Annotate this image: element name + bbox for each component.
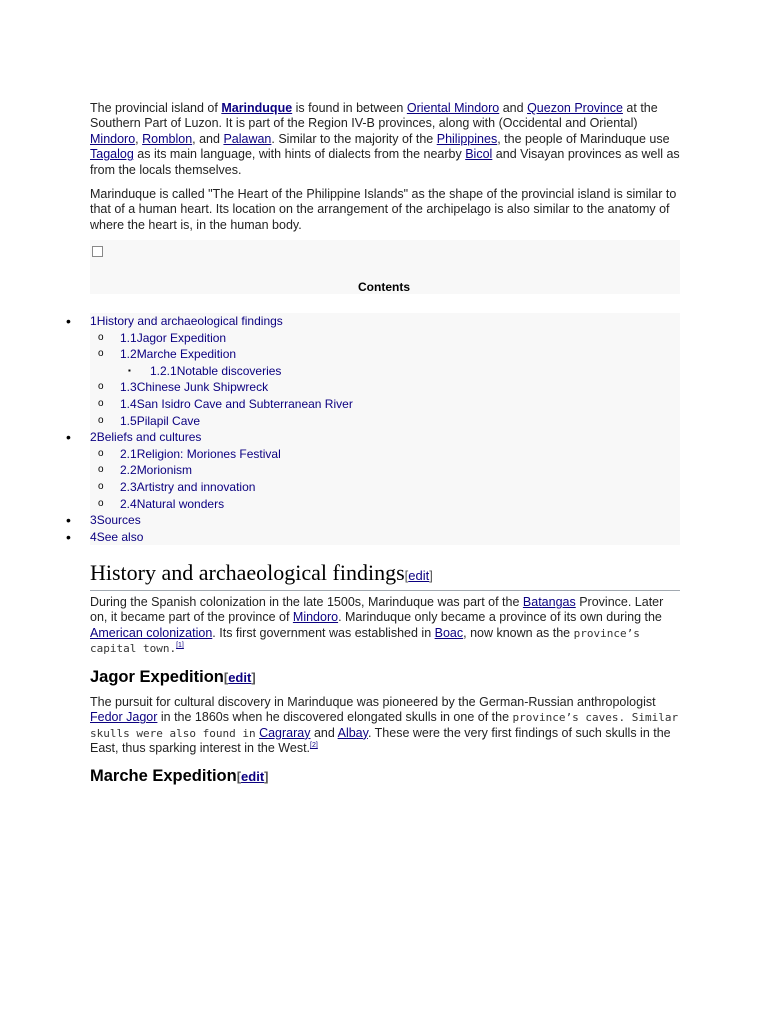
bullet-icon: ▪ xyxy=(128,365,131,375)
link-philippines[interactable]: Philippines xyxy=(436,131,498,146)
link-american-colonization[interactable]: American colonization xyxy=(90,625,213,640)
heading-text: Marche Expedition xyxy=(90,767,237,785)
bullet-icon: • xyxy=(66,512,71,529)
link-romblon[interactable]: Romblon xyxy=(142,131,193,146)
link-mindoro-2[interactable]: Mindoro xyxy=(292,610,339,625)
bullet-icon: o xyxy=(98,414,104,426)
bracket: [ xyxy=(404,568,409,583)
edit-section-link: [edit] xyxy=(223,670,256,685)
toc-item-number: 2.3 xyxy=(120,479,137,494)
toc-item-label[interactable]: Religion: Moriones Festival xyxy=(136,446,281,461)
edit-section-link: [edit] xyxy=(236,769,269,784)
toc-item-label[interactable]: Morionism xyxy=(136,463,193,478)
text: in the 1860s when he discovered elongated skulls in one of the xyxy=(157,710,513,725)
toc-item[interactable] xyxy=(90,446,680,463)
toc-item[interactable] xyxy=(90,396,680,413)
text: . Similar to the majority of the xyxy=(271,131,437,146)
text: . Its first government was established in xyxy=(212,625,435,640)
text: at the Southern Part of Luzon. It is part of the Region IV-B provinces, along with (Occidental and Oriental) xyxy=(90,101,658,131)
toc-item-label[interactable]: San Isidro Cave and Subterranean River xyxy=(136,396,353,411)
toc-item-number: 2 xyxy=(90,430,97,445)
link-bicol[interactable]: Bicol xyxy=(465,147,493,162)
link-palawan[interactable]: Palawan xyxy=(223,131,272,146)
text: , xyxy=(135,131,143,146)
toc-item[interactable] xyxy=(90,479,680,496)
edit-link[interactable]: edit xyxy=(241,769,265,784)
text: , the people of Marinduque use xyxy=(497,131,670,146)
toc-item-label[interactable]: Jagor Expedition xyxy=(136,330,227,345)
text: province’s caves. Similar skulls were also found in xyxy=(90,711,679,740)
toc-toggle-checkbox[interactable] xyxy=(92,246,103,257)
toc-item-label[interactable]: Marche Expedition xyxy=(136,347,237,362)
reference-1[interactable]: [1] xyxy=(176,642,184,650)
text: as its main language, with hints of dialects from the nearby xyxy=(133,147,466,162)
toc-item-label[interactable]: Natural wonders xyxy=(136,496,225,511)
toc-item-number: 1.3 xyxy=(120,380,137,395)
toc-title: Contents xyxy=(358,280,410,294)
section-heading-jagor xyxy=(90,667,256,688)
bullet-icon: o xyxy=(98,331,104,343)
toc-item[interactable] xyxy=(90,379,680,396)
text: , and xyxy=(192,131,224,146)
bullet-icon: o xyxy=(98,447,104,459)
toc-item-label[interactable]: Beliefs and cultures xyxy=(96,430,202,445)
toc-item-label[interactable]: Sources xyxy=(96,513,141,528)
link-quezon-province[interactable]: Quezon Province xyxy=(527,101,623,115)
toc-item-number: 1 xyxy=(90,314,97,328)
link-albay[interactable]: Albay xyxy=(337,725,368,740)
text: and xyxy=(499,101,528,115)
toc-item-number: 2.4 xyxy=(120,496,137,511)
text: , now known as the xyxy=(463,625,574,640)
bullet-icon: o xyxy=(98,348,104,360)
toc-item-number: 2.1 xyxy=(120,446,137,461)
text: The provincial island of xyxy=(90,101,222,115)
bullet-icon: • xyxy=(66,313,71,329)
toc-item-label[interactable]: History and archaeological findings xyxy=(96,314,283,328)
intro-paragraph-1 xyxy=(90,101,680,178)
toc-list xyxy=(66,313,680,545)
bullet-icon: • xyxy=(66,429,71,446)
toc-item[interactable] xyxy=(90,413,680,430)
toc-item-label[interactable]: Artistry and innovation xyxy=(136,479,256,494)
link-fedor-jagor[interactable]: Fedor Jagor xyxy=(90,710,158,725)
text: is found in between xyxy=(292,101,407,115)
bullet-icon: o xyxy=(98,397,104,409)
toc-item[interactable] xyxy=(66,313,680,330)
heading-text: Jagor Expedition xyxy=(90,668,224,686)
section-heading-marche xyxy=(90,766,269,787)
text: . Marinduque only became a province of its own during the xyxy=(338,610,662,625)
toc-item-label[interactable]: Pilapil Cave xyxy=(136,413,201,428)
toc-item[interactable] xyxy=(90,496,680,513)
toc-item-number: 4 xyxy=(90,529,97,544)
link-tagalog[interactable]: Tagalog xyxy=(90,147,134,162)
toc-item[interactable] xyxy=(90,363,680,380)
reference-2[interactable]: [2] xyxy=(310,742,318,750)
text: and Visayan provinces as well as from the locals themselves. xyxy=(90,147,680,177)
link-marinduque[interactable]: Marinduque xyxy=(221,101,293,115)
link-boac[interactable]: Boac xyxy=(434,625,464,640)
toc-item-label[interactable]: Notable discoveries xyxy=(176,363,282,378)
link-cagraray[interactable]: Cagraray xyxy=(259,725,311,740)
toc-item-number: 1.5 xyxy=(120,413,137,428)
toc-item-number: 1.2.1 xyxy=(150,363,177,378)
edit-section-link xyxy=(405,568,433,583)
edit-link[interactable]: edit xyxy=(408,568,430,583)
link-oriental-mindoro[interactable]: Oriental Mindoro xyxy=(406,101,500,115)
text: and xyxy=(310,725,338,740)
toc-item[interactable] xyxy=(90,330,680,347)
section-heading-history xyxy=(90,560,680,591)
edit-link[interactable]: edit xyxy=(228,670,252,685)
toc-item-number: 1.2 xyxy=(120,347,137,362)
bullet-icon: • xyxy=(66,528,71,545)
jagor-paragraph xyxy=(90,695,680,757)
toc-item-number: 1.4 xyxy=(120,396,137,411)
intro-paragraph-2: Marinduque is called "The Heart of the Philippine Islands" as the shape of the provincial island is similar to that of a human heart. Its location on the arrangement of the archipelago is also similar to the anatomy of where the heart is, in the human body. xyxy=(90,187,677,232)
bullet-icon: o xyxy=(98,480,104,492)
text: The pursuit for cultural discovery in Marinduque was pioneered by the German-Russian anthropologist xyxy=(90,695,656,709)
toc-item-label[interactable]: Chinese Junk Shipwreck xyxy=(136,380,269,395)
toc-item-number: 2.2 xyxy=(120,463,137,478)
toc-item[interactable] xyxy=(66,512,680,529)
bracket: ] xyxy=(429,568,433,583)
toc-item[interactable] xyxy=(66,528,680,546)
bullet-icon: o xyxy=(98,381,104,393)
toc-item[interactable] xyxy=(90,346,680,363)
heading-text: History and archaeological findings xyxy=(90,560,405,585)
toc-item-number: 3 xyxy=(90,513,97,528)
bullet-icon: o xyxy=(98,497,104,509)
link-mindoro[interactable]: Mindoro xyxy=(90,131,136,146)
text: province’s capital town. xyxy=(90,626,640,656)
bullet-icon: o xyxy=(98,464,104,476)
text: During the Spanish colonization in the late 1500s, Marinduque was part of the xyxy=(90,595,523,609)
toc-item-label[interactable]: See also xyxy=(96,529,144,544)
toc-item-number: 1.1 xyxy=(120,330,137,345)
toc-item[interactable] xyxy=(66,429,680,446)
text: . These were the very first findings of such skulls in the East, thus sparking interest in the West. xyxy=(90,725,671,756)
history-paragraph xyxy=(90,595,680,657)
link-batangas[interactable]: Batangas xyxy=(522,595,576,609)
toc-item[interactable] xyxy=(90,462,680,479)
text: Province. Later on, it became part of the province of xyxy=(90,595,664,625)
